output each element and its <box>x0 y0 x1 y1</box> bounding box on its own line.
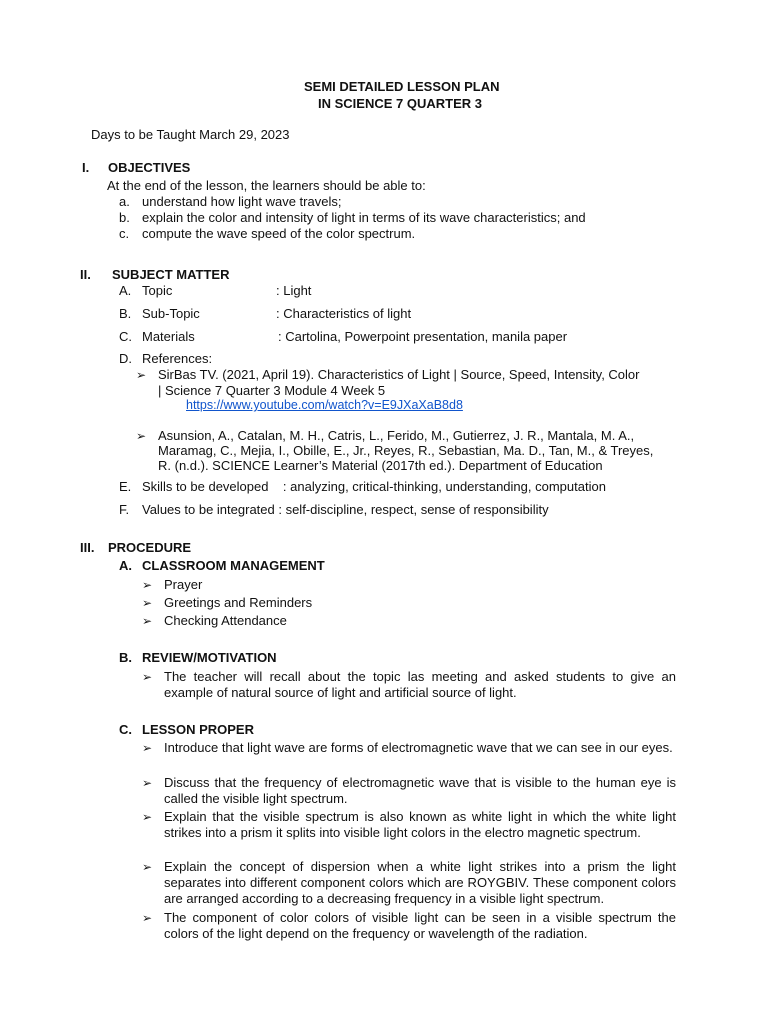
section-numeral: III. <box>80 540 95 555</box>
list-marker: B. <box>119 650 132 665</box>
list-marker: A. <box>119 558 132 573</box>
arrow-bullet-icon: ➢ <box>142 596 153 610</box>
lesson-item: Explain the concept of dispersion when a white light strikes into a prism the light separates into different component colors which are ROYGBIV. These component colors are arranged according to a decreasing frequency in a visible light spectrum. <box>164 859 676 906</box>
list-marker: B. <box>119 306 132 321</box>
arrow-bullet-icon: ➢ <box>142 911 153 925</box>
values-text: Values to be integrated : self-discipline, respect, sense of responsibility <box>142 502 549 517</box>
title-line-2: IN SCIENCE 7 QUARTER 3 <box>318 96 482 111</box>
list-marker: a. <box>119 194 130 209</box>
section-numeral: II. <box>80 267 91 282</box>
list-marker: D. <box>119 351 132 366</box>
arrow-bullet-icon: ➢ <box>142 614 153 628</box>
topic-label: Topic <box>142 283 173 298</box>
list-marker: A. <box>119 283 132 298</box>
list-marker: C. <box>119 722 132 737</box>
objective-item: understand how light wave travels; <box>142 194 342 209</box>
objective-item: explain the color and intensity of light in terms of its wave characteristics; and <box>142 210 586 225</box>
arrow-bullet-icon: ➢ <box>142 741 153 755</box>
reference-1-line-1: SirBas TV. (2021, April 19). Characteristics of Light | Source, Speed, Intensity, Color <box>158 367 640 382</box>
list-marker: c. <box>119 226 130 241</box>
reference-2-line-3: R. (n.d.). SCIENCE Learner’s Material (2017th ed.). Department of Education <box>158 458 603 473</box>
arrow-bullet-icon: ➢ <box>142 578 153 592</box>
lesson-item: Introduce that light wave are forms of electromagnetic wave that we can see in our eyes. <box>164 740 673 755</box>
review-motivation-heading: REVIEW/MOTIVATION <box>142 650 277 665</box>
objective-item: compute the wave speed of the color spectrum. <box>142 226 416 241</box>
arrow-bullet-icon: ➢ <box>136 368 147 382</box>
arrow-bullet-icon: ➢ <box>142 670 153 684</box>
title-line-1: SEMI DETAILED LESSON PLAN <box>304 79 500 94</box>
lesson-item: The component of color colors of visible light can be seen in a visible spectrum the colors of the light depend on the frequency or wavelength of the radiation. <box>164 910 676 941</box>
reference-2-line-1: Asunsion, A., Catalan, M. H., Catris, L., Ferido, M., Gutierrez, J. R., Mantala, M. A., <box>158 428 635 443</box>
section-numeral: I. <box>82 160 90 175</box>
objectives-intro: At the end of the lesson, the learners should be able to: <box>107 178 426 193</box>
skills-text: Skills to be developed : analyzing, critical-thinking, understanding, computation <box>142 479 606 494</box>
subtopic-label: Sub-Topic <box>142 306 200 321</box>
arrow-bullet-icon: ➢ <box>136 429 147 443</box>
classroom-item: Greetings and Reminders <box>164 595 313 610</box>
classroom-item: Checking Attendance <box>164 613 287 628</box>
classroom-item: Prayer <box>164 577 203 592</box>
review-item: The teacher will recall about the topic las meeting and asked students to give an example of natural source of light and artificial source of light. <box>164 669 676 700</box>
list-marker: F. <box>119 502 130 517</box>
lesson-item: Discuss that the frequency of electromagnetic wave that is visible to the human eye is called the visible light spectrum. <box>164 775 676 806</box>
arrow-bullet-icon: ➢ <box>142 776 153 790</box>
materials-value: : Cartolina, Powerpoint presentation, manila paper <box>278 329 568 344</box>
list-marker: C. <box>119 329 132 344</box>
reference-2-line-2: Maramag, C., Mejia, I., Obille, E., Jr., Reyes, R., Sebastian, Ma. D., Tan, M., & Treyes, <box>158 443 654 458</box>
arrow-bullet-icon: ➢ <box>142 810 153 824</box>
days-to-be-taught: Days to be Taught March 29, 2023 <box>91 127 290 142</box>
references-label: References: <box>142 351 213 366</box>
reference-1-line-2: | Science 7 Quarter 3 Module 4 Week 5 <box>158 383 386 398</box>
list-marker: b. <box>119 210 130 225</box>
procedure-heading: PROCEDURE <box>108 540 192 555</box>
lesson-item: Explain that the visible spectrum is also known as white light in which the white light strikes into a prism it splits into visible light colors in the electro magnetic spectrum. <box>164 809 676 840</box>
materials-label: Materials <box>142 329 195 344</box>
topic-value: : Light <box>276 283 312 298</box>
subtopic-value: : Characteristics of light <box>276 306 412 321</box>
objectives-heading: OBJECTIVES <box>108 160 191 175</box>
reference-1-link[interactable]: https://www.youtube.com/watch?v=E9JXaXaB8d8 <box>186 398 463 412</box>
subject-matter-heading: SUBJECT MATTER <box>112 267 230 282</box>
arrow-bullet-icon: ➢ <box>142 860 153 874</box>
lesson-proper-heading: LESSON PROPER <box>142 722 254 737</box>
list-marker: E. <box>119 479 132 494</box>
classroom-management-heading: CLASSROOM MANAGEMENT <box>142 558 325 573</box>
